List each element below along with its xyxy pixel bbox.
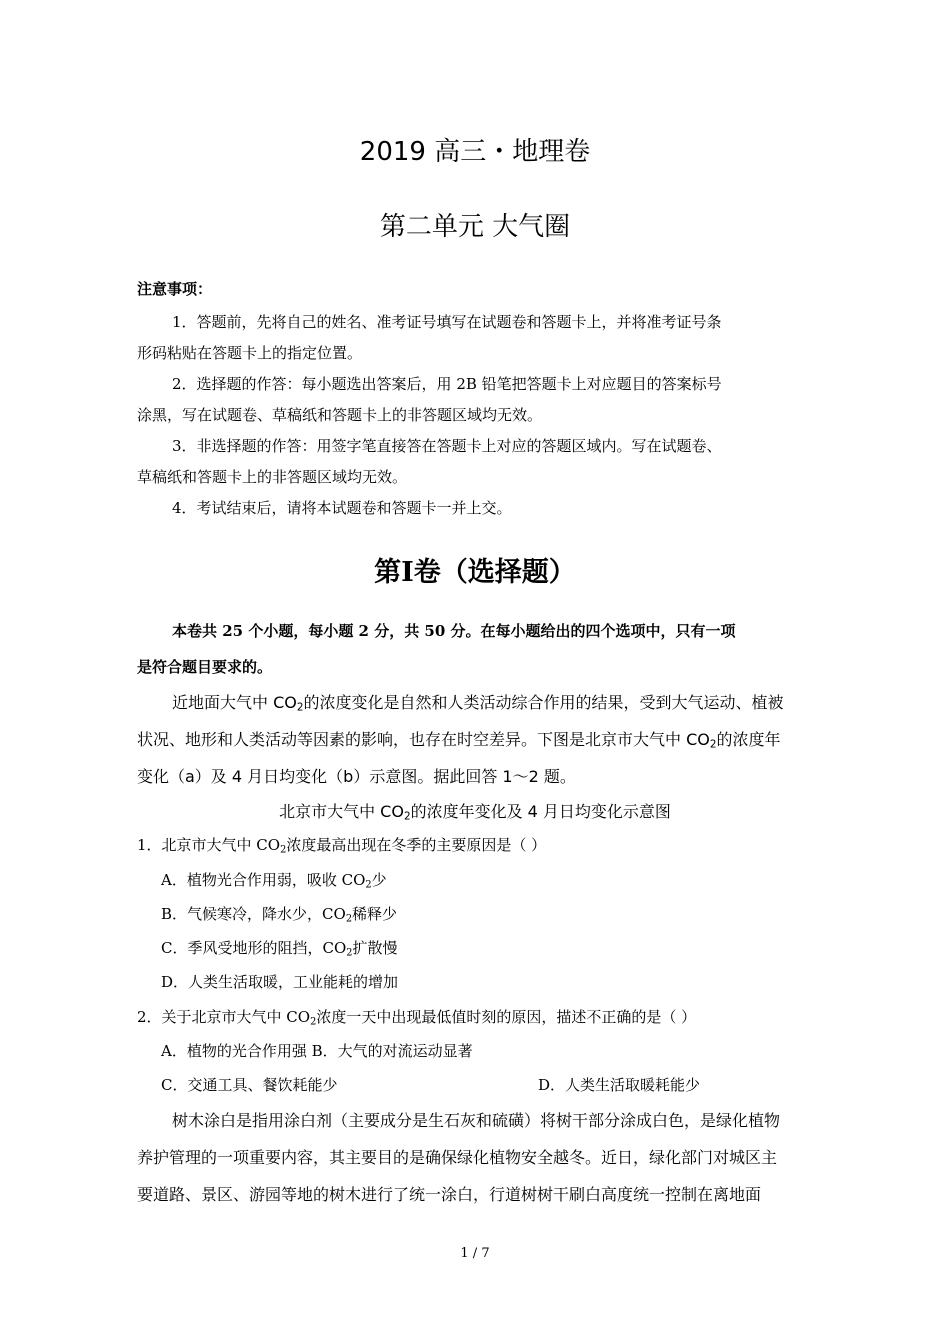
question-1-stem: 1．北京市大气中 $CO_2$浓度最高出现在冬季的主要原因是（ ） xyxy=(137,836,547,856)
notice-line-4: 涂黑，写在试题卷、草稿纸和答题卡上的非答题区域均无效。 xyxy=(137,406,543,424)
instruction-line-1: 本卷共 25 个小题，每小题 2 分，共 50 分。在每小题给出的四个选项中，只有一项 xyxy=(172,622,736,640)
notice-line-1: 1．答题前，先将自己的姓名、准考证号填写在试题卷和答题卡上，并将准考证号条 xyxy=(172,313,722,331)
passage2-line-2: 养护管理的一项重要内容，其主要目的是确保绿化植物安全越冬。近日，绿化部门对城区主 xyxy=(137,1148,778,1167)
passage1-line-2: 状况、地形和人类活动等因素的影响，也存在时空差异。下图是北京市大气中 $CO_2$的浓度年 xyxy=(137,730,781,751)
question-2-option-d: D．人类生活取暖耗能少 xyxy=(538,1076,701,1094)
unit-title: 第二单元 大气圈 xyxy=(379,212,571,242)
figure-caption: 北京市大气中 $CO_2$的浓度年变化及 4 月日均变化示意图 xyxy=(279,802,671,823)
notice-line-7: 4．考试结束后，请将本试题卷和答题卡一并上交。 xyxy=(172,499,512,517)
page-number: 1 / 7 xyxy=(460,1246,490,1261)
passage1-line-3: 变化（a）及 4 月日均变化（b）示意图。据此回答 1～2 题。 xyxy=(137,767,576,786)
question-1-option-b: B．气候寒冷，降水少，$CO_2$稀释少 xyxy=(161,905,398,925)
volume-title: 第Ⅰ卷（选择题） xyxy=(374,557,576,588)
passage2-line-1: 树木涂白是指用涂白剂（主要成分是生石灰和硫磺）将树干部分涂成白色，是绿化植物 xyxy=(172,1111,781,1130)
passage2-line-3: 要道路、景区、游园等地的树木进行了统一涂白，行道树树干刷白高度统一控制在离地面 xyxy=(137,1185,762,1204)
question-2-options-ab: A．植物的光合作用强 B．大气的对流运动显著 xyxy=(161,1042,473,1060)
question-2-option-c: C．交通工具、餐饮耗能少 xyxy=(161,1076,338,1094)
instruction-line-2: 是符合题目要求的。 xyxy=(137,658,273,676)
question-1-option-d: D．人类生活取暖，工业能耗的增加 xyxy=(161,973,399,991)
notice-line-5: 3．非选择题的作答：用签字笔直接答在答题卡上对应的答题区域内。写在试题卷、 xyxy=(172,437,722,455)
question-2-stem: 2．关于北京市大气中 $CO_2$浓度一天中出现最低值时刻的原因，描述不正确的是（ ） xyxy=(137,1008,697,1028)
question-1-option-c: C．季风受地形的阻挡，$CO_2$扩散慢 xyxy=(161,939,398,959)
passage1-line-1: 近地面大气中 $CO_2$的浓度变化是自然和人类活动综合作用的结果，受到大气运动、植被 xyxy=(172,693,784,714)
notice-line-2: 形码粘贴在答题卡上的指定位置。 xyxy=(137,344,363,362)
notice-line-6: 草稿纸和答题卡上的非答题区域均无效。 xyxy=(137,468,408,486)
exam-title: 2019 高三・地理卷 xyxy=(359,137,591,167)
notice-heading: 注意事项： xyxy=(137,280,213,298)
question-1-option-a: A．植物光合作用弱，吸收 $CO_2$少 xyxy=(161,871,387,891)
notice-line-3: 2．选择题的作答：每小题选出答案后，用 2B 铅笔把答题卡上对应题目的答案标号 xyxy=(172,375,722,393)
